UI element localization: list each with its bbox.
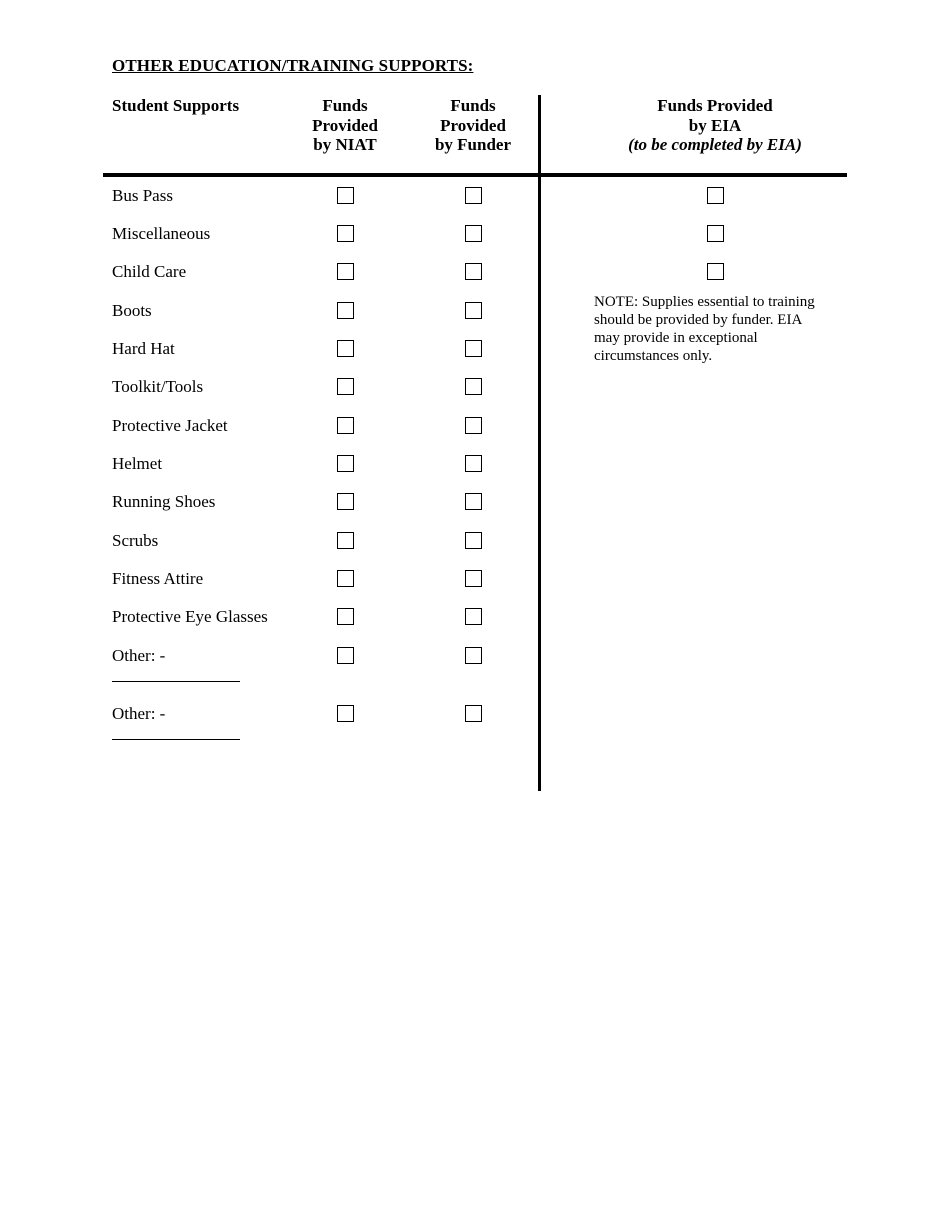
checkbox-niat[interactable] (337, 570, 354, 587)
support-label: Toolkit/Tools (112, 377, 204, 396)
note-line: should be provided by funder. EIA (594, 312, 803, 328)
note-line: may provide in exceptional (594, 330, 758, 346)
checkbox-funder[interactable] (465, 705, 482, 722)
checkbox-eia[interactable] (707, 263, 724, 280)
header-divider (103, 173, 847, 177)
checkbox-niat[interactable] (337, 187, 354, 204)
checkbox-niat[interactable] (337, 647, 354, 664)
checkbox-niat[interactable] (337, 302, 354, 319)
other-blank-line[interactable] (112, 739, 240, 740)
support-label: Running Shoes (112, 492, 216, 511)
support-label: Fitness Attire (112, 569, 204, 588)
support-label: Other: - (112, 704, 166, 723)
note-line: circumstances only. (594, 348, 713, 364)
header-funds-niat (285, 96, 405, 155)
note-line: NOTE: Supplies essential to training (594, 294, 815, 310)
checkbox-niat[interactable] (337, 378, 354, 395)
column-divider (538, 95, 541, 791)
support-label: Scrubs (112, 531, 159, 550)
checkbox-funder[interactable] (465, 302, 482, 319)
header-eia-note: (to be completed by EIA) (628, 135, 802, 154)
checkbox-niat[interactable] (337, 532, 354, 549)
header-eia-line: Funds Provided (657, 96, 773, 115)
checkbox-niat[interactable] (337, 263, 354, 280)
support-label: Protective Eye Glasses (112, 607, 268, 626)
support-label: Bus Pass (112, 186, 173, 205)
support-label: Protective Jacket (112, 416, 228, 435)
checkbox-niat[interactable] (337, 705, 354, 722)
checkbox-niat[interactable] (337, 225, 354, 242)
header-funder-line: by Funder (434, 135, 512, 154)
support-label: Boots (112, 301, 152, 320)
checkbox-funder[interactable] (465, 455, 482, 472)
section-title: OTHER EDUCATION/TRAINING SUPPORTS: (112, 56, 474, 75)
header-funds-eia (590, 96, 840, 155)
support-label: Hard Hat (112, 339, 175, 358)
checkbox-niat[interactable] (337, 340, 354, 357)
eia-note (594, 293, 834, 365)
checkbox-funder[interactable] (465, 263, 482, 280)
other-blank-line[interactable] (112, 681, 240, 682)
checkbox-funder[interactable] (465, 493, 482, 510)
checkbox-niat[interactable] (337, 417, 354, 434)
checkbox-eia[interactable] (707, 225, 724, 242)
checkbox-funder[interactable] (465, 225, 482, 242)
support-label: Other: - (112, 646, 166, 665)
checkbox-funder[interactable] (465, 647, 482, 664)
checkbox-funder[interactable] (465, 340, 482, 357)
checkbox-funder[interactable] (465, 417, 482, 434)
header-niat-line: by NIAT (313, 135, 377, 154)
support-label: Miscellaneous (112, 224, 211, 243)
header-niat-line: Funds (322, 96, 368, 115)
checkbox-niat[interactable] (337, 493, 354, 510)
support-label: Child Care (112, 262, 187, 281)
header-student-supports: Student Supports (112, 96, 240, 115)
checkbox-funder[interactable] (465, 570, 482, 587)
support-label: Helmet (112, 454, 163, 473)
checkbox-funder[interactable] (465, 608, 482, 625)
header-funds-funder (413, 96, 533, 155)
checkbox-funder[interactable] (465, 378, 482, 395)
header-eia-line: by EIA (688, 115, 742, 135)
checkbox-eia[interactable] (707, 187, 724, 204)
header-funder-line: Funds (450, 96, 496, 115)
header-niat-line: Provided (312, 115, 378, 135)
checkbox-niat[interactable] (337, 455, 354, 472)
header-funder-line: Provided (440, 115, 506, 135)
checkbox-funder[interactable] (465, 187, 482, 204)
checkbox-funder[interactable] (465, 532, 482, 549)
checkbox-niat[interactable] (337, 608, 354, 625)
